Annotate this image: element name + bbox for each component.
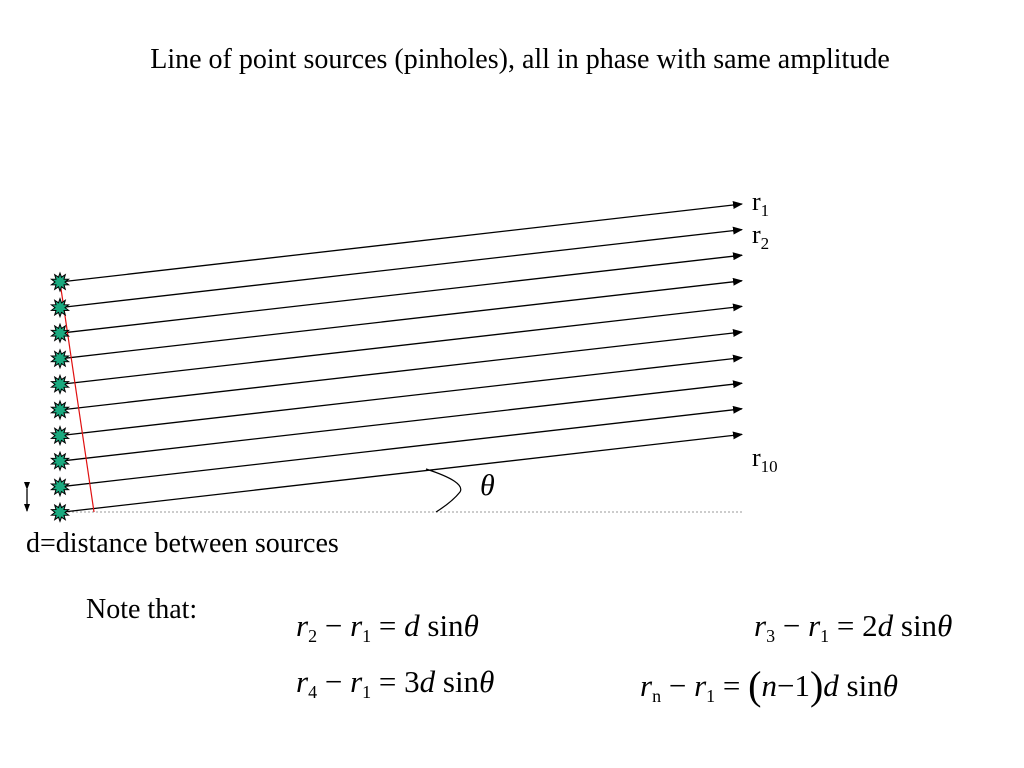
source-star-icon	[51, 324, 68, 342]
equation-rn-r1: $r_n - r_1 = (n-1)d$ sinθ	[640, 663, 898, 708]
source-star-icon	[51, 375, 68, 393]
source-star-icon	[51, 401, 68, 419]
ray-2	[60, 230, 742, 308]
perpendicular-line	[60, 282, 94, 512]
source-star-icon	[51, 452, 68, 470]
source-star-icon	[51, 427, 68, 445]
angle-arc	[426, 469, 461, 512]
source-star-icon	[51, 299, 68, 317]
ray-group	[60, 204, 742, 512]
angle-theta-label: θ	[480, 469, 495, 502]
ray-label-r10: $r_{10}$	[752, 443, 778, 476]
source-star-icon	[51, 503, 68, 521]
ray-1	[60, 204, 742, 282]
ray-7	[60, 358, 742, 436]
ray-3	[60, 255, 742, 333]
ray-5	[60, 306, 742, 384]
source-star-icon	[51, 350, 68, 368]
distance-caption: d=distance between sources	[26, 528, 339, 559]
ray-8	[60, 383, 742, 461]
slide-title: Line of point sources (pinholes), all in phase with same amplitude	[150, 44, 890, 75]
source-star-icon	[51, 478, 68, 496]
source-star-icon	[51, 273, 68, 291]
ray-4	[60, 281, 742, 359]
note-label: Note that:	[86, 594, 198, 625]
equation-r2-r1: $r_2 - r_1 = d$ sinθ	[296, 608, 479, 646]
ray-label-r1: $r_1$	[752, 187, 770, 220]
ray-9	[60, 409, 742, 487]
source-group	[51, 273, 68, 521]
ray-label-r2: $r_2$	[752, 220, 770, 253]
ray-10	[60, 434, 742, 512]
ray-6	[60, 332, 742, 410]
equation-r3-r1: $r_3 - r_1 = 2d$ sinθ	[754, 608, 953, 646]
equation-r4-r1: $r_4 - r_1 = 3d$ sinθ	[296, 664, 495, 702]
